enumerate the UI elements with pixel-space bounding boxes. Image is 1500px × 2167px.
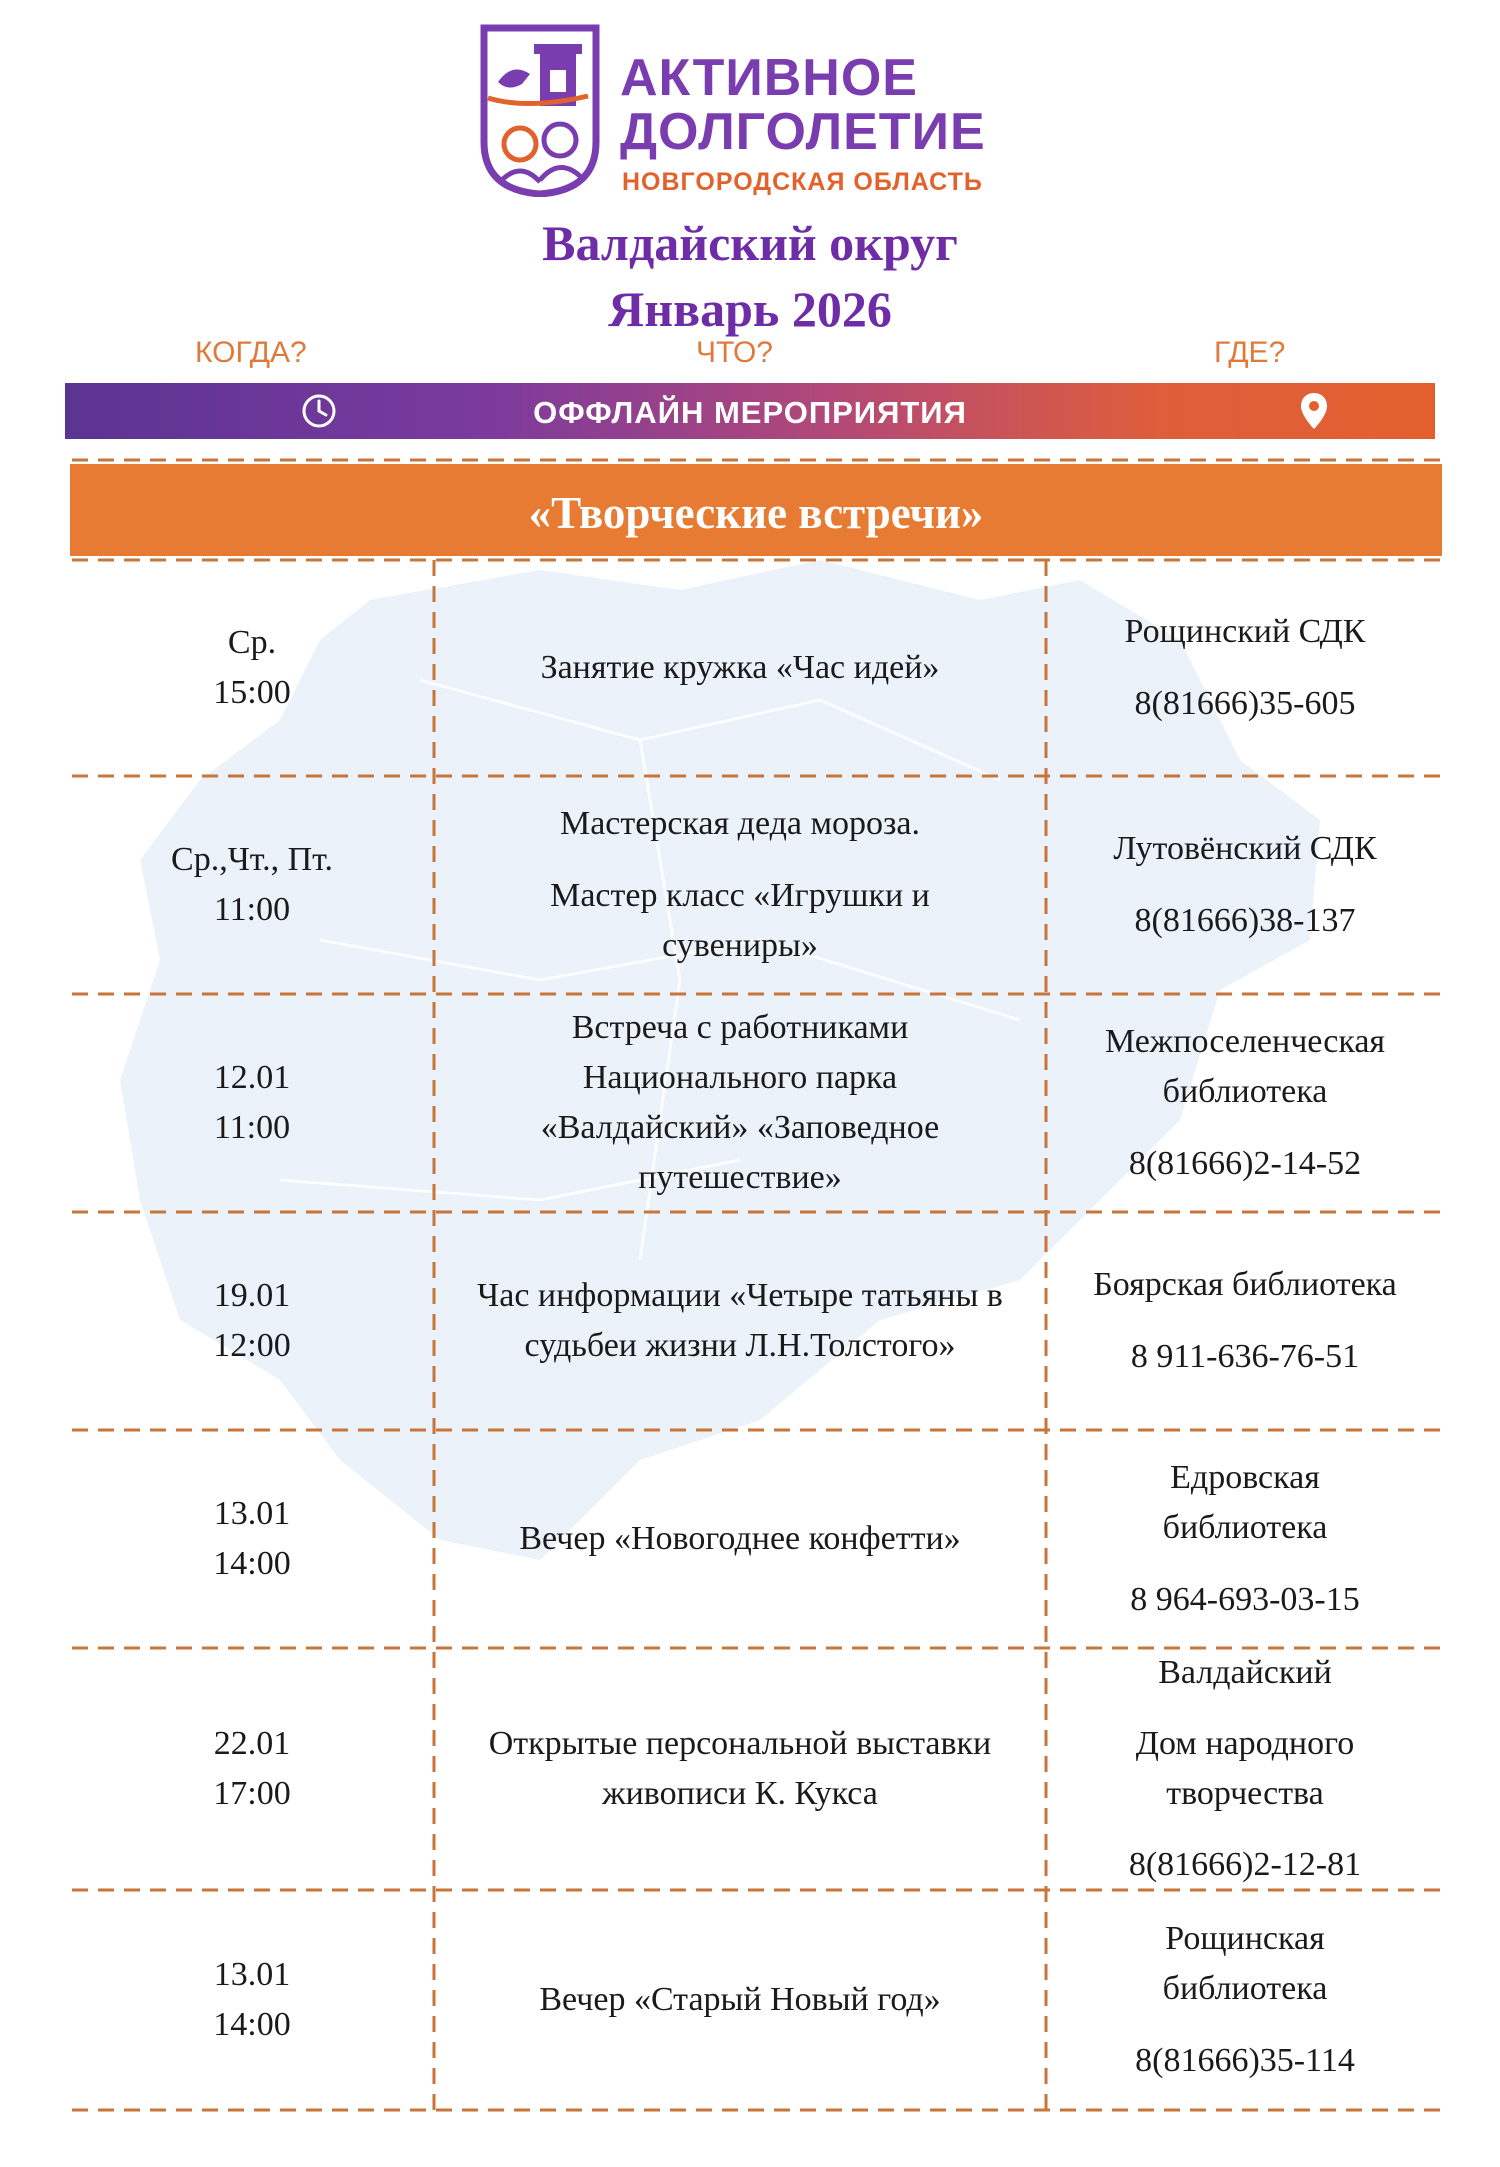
event-venue-detail: Дом народного творчества <box>1135 1725 1355 1812</box>
event-phone: 8 911-636-76-51 <box>1130 1338 1360 1375</box>
event-day: 12.01 <box>213 1059 291 1096</box>
event-6-what <box>436 1648 1044 1890</box>
event-venue: Едровская библиотека <box>1162 1459 1328 1546</box>
event-title: Вечер «Новогоднее конфетти» <box>519 1520 961 1557</box>
event-4-when <box>72 1212 432 1430</box>
logo-subtitle: НОВГОРОДСКАЯ ОБЛАСТЬ <box>622 168 983 196</box>
page-title <box>0 210 1500 342</box>
event-venue: Валдайский <box>1158 1654 1332 1691</box>
event-phone: 8(81666)35-114 <box>1135 2042 1355 2079</box>
event-6-when <box>72 1648 432 1890</box>
event-title: Встреча с работниками Национального парка «Валдайский» «Заповедное путешествие» <box>540 1009 940 1196</box>
event-7-when <box>72 1890 432 2110</box>
event-venue: Рощинский СДК <box>1124 613 1366 650</box>
event-4-where <box>1048 1212 1442 1430</box>
event-time: 14:00 <box>213 1545 291 1582</box>
event-day: 22.01 <box>213 1725 291 1762</box>
district-title: Валдайский округ <box>542 215 958 271</box>
logo <box>478 22 1038 202</box>
event-3-when <box>72 994 432 1212</box>
section-title: «Творческие встречи» <box>528 488 984 538</box>
logo-title-line1: АКТИВНОЕ <box>620 49 918 107</box>
event-venue: Рощинская библиотека <box>1162 1920 1328 2007</box>
event-2-when <box>72 776 432 994</box>
event-4-what <box>436 1212 1044 1430</box>
event-7-what <box>436 1890 1044 2110</box>
event-title: Вечер «Старый Новый год» <box>539 1981 941 2018</box>
question-what: ЧТО? <box>696 336 773 369</box>
event-day: 13.01 <box>213 1956 291 1993</box>
question-where: ГДЕ? <box>1214 336 1286 369</box>
event-venue: Межпоселенческая библиотека <box>1104 1023 1386 1110</box>
event-1-when <box>72 560 432 776</box>
event-time: 14:00 <box>213 2006 291 2043</box>
event-time: 15:00 <box>213 674 291 711</box>
event-6-where <box>1048 1648 1442 1890</box>
event-3-what <box>436 994 1044 1212</box>
event-7-where <box>1048 1890 1442 2110</box>
event-phone: 8(81666)35-605 <box>1134 685 1356 722</box>
event-5-what <box>436 1430 1044 1648</box>
question-when: КОГДА? <box>195 336 307 369</box>
event-1-what <box>436 560 1044 776</box>
event-1-where <box>1048 560 1442 776</box>
event-title: Мастерская деда мороза. <box>559 805 921 842</box>
event-5-when <box>72 1430 432 1648</box>
event-subtitle: Мастер класс «Игрушки и сувениры» <box>550 877 930 964</box>
event-phone: 8(81666)2-14-52 <box>1128 1145 1362 1182</box>
event-venue: Лутовёнский СДК <box>1113 830 1377 867</box>
emblem-bird-tower-elders-icon <box>478 22 602 197</box>
event-2-what <box>436 776 1044 994</box>
event-phone: 8(81666)38-137 <box>1134 902 1356 939</box>
logo-title-line2: ДОЛГОЛЕТИЕ <box>620 103 986 161</box>
event-phone: 8(81666)2-12-81 <box>1128 1846 1362 1883</box>
month-title: Январь 2026 <box>608 281 892 337</box>
event-day: 19.01 <box>213 1277 291 1314</box>
event-time: 11:00 <box>213 891 291 928</box>
location-pin-icon <box>1299 391 1329 431</box>
band-title: ОФФЛАЙН МЕРОПРИЯТИЯ <box>533 395 967 430</box>
event-day: Ср. <box>227 624 277 661</box>
event-time: 12:00 <box>213 1327 291 1364</box>
event-3-where <box>1048 994 1442 1212</box>
offline-events-band <box>65 383 1435 439</box>
event-time: 11:00 <box>213 1109 291 1146</box>
event-title: Открытые персональной выставки живописи К. Кукса <box>488 1725 992 1812</box>
section-header <box>70 464 1442 556</box>
event-title: Час информации «Четыре татьяны в судьбеи жизни Л.Н.Толстого» <box>477 1277 1003 1364</box>
event-title: Занятие кружка «Час идей» <box>540 649 940 686</box>
event-day: Ср.,Чт., Пт. <box>171 841 333 878</box>
event-5-where <box>1048 1430 1442 1648</box>
event-2-where <box>1048 776 1442 994</box>
event-time: 17:00 <box>213 1775 291 1812</box>
event-venue: Боярская библиотека <box>1093 1266 1397 1303</box>
event-phone: 8 964-693-03-15 <box>1130 1581 1360 1618</box>
event-day: 13.01 <box>213 1495 291 1532</box>
